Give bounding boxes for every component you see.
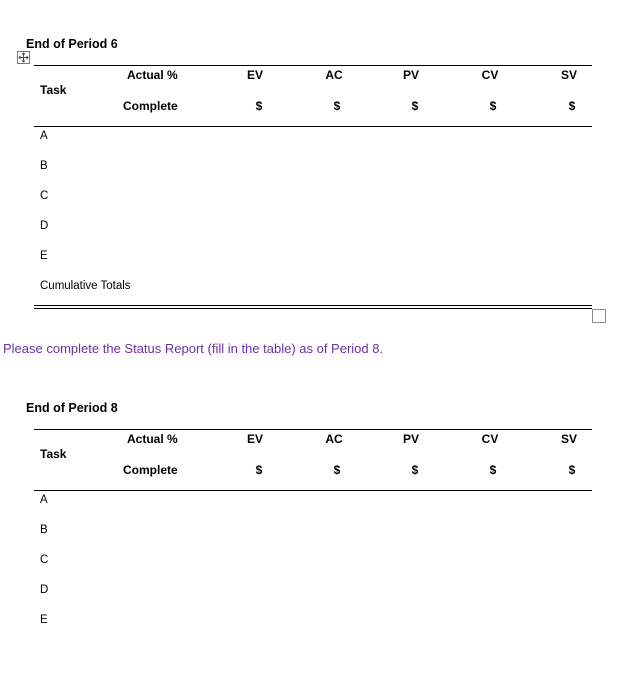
currency-pv: $ bbox=[411, 99, 419, 113]
header-cv[interactable]: CV bbox=[481, 432, 499, 446]
header-pv[interactable]: PV bbox=[402, 68, 420, 82]
currency-cv: $ bbox=[489, 99, 497, 113]
header-sv[interactable]: SV bbox=[560, 432, 578, 446]
header-ev[interactable]: EV bbox=[246, 68, 264, 82]
header-ev[interactable]: EV bbox=[246, 432, 264, 446]
header-complete[interactable]: Complete bbox=[123, 99, 178, 113]
currency-sv: $ bbox=[568, 99, 576, 113]
row-label-c[interactable]: C bbox=[40, 554, 49, 566]
row-label-e[interactable]: E bbox=[40, 614, 48, 626]
table-title: End of Period 8 bbox=[26, 401, 118, 415]
totals-double-rule-bottom bbox=[34, 308, 592, 309]
row-label-b[interactable]: B bbox=[40, 160, 48, 172]
row-label-c[interactable]: C bbox=[40, 190, 49, 202]
header-complete[interactable]: Complete bbox=[123, 463, 178, 477]
header-top-rule bbox=[34, 429, 592, 430]
table-move-handle-icon[interactable] bbox=[17, 51, 30, 64]
currency-ac: $ bbox=[333, 463, 341, 477]
header-pv[interactable]: PV bbox=[402, 432, 420, 446]
currency-ac: $ bbox=[333, 99, 341, 113]
header-actual-percent[interactable]: Actual % bbox=[127, 432, 178, 446]
totals-double-rule-top bbox=[34, 305, 592, 306]
header-bottom-rule bbox=[34, 490, 592, 491]
header-task[interactable]: Task bbox=[40, 447, 67, 461]
currency-pv: $ bbox=[411, 463, 419, 477]
row-label-e[interactable]: E bbox=[40, 250, 48, 262]
row-label-d[interactable]: D bbox=[40, 584, 49, 596]
currency-sv: $ bbox=[568, 463, 576, 477]
row-label-d[interactable]: D bbox=[40, 220, 49, 232]
instruction-text: Please complete the Status Report (fill in the table) as of Period 8. bbox=[3, 341, 384, 356]
row-label-b[interactable]: B bbox=[40, 524, 48, 536]
header-sv[interactable]: SV bbox=[560, 68, 578, 82]
header-bottom-rule bbox=[34, 126, 592, 127]
currency-ev: $ bbox=[255, 463, 263, 477]
table-resize-handle-icon[interactable] bbox=[592, 309, 606, 323]
table-title: End of Period 6 bbox=[26, 37, 118, 51]
header-ac[interactable]: AC bbox=[325, 68, 343, 82]
header-top-rule bbox=[34, 65, 592, 66]
currency-ev: $ bbox=[255, 99, 263, 113]
row-label-a[interactable]: A bbox=[40, 130, 48, 142]
cumulative-totals-label[interactable]: Cumulative Totals bbox=[40, 280, 131, 292]
header-ac[interactable]: AC bbox=[325, 432, 343, 446]
header-actual-percent[interactable]: Actual % bbox=[127, 68, 178, 82]
row-label-a[interactable]: A bbox=[40, 494, 48, 506]
header-cv[interactable]: CV bbox=[481, 68, 499, 82]
header-task[interactable]: Task bbox=[40, 83, 67, 97]
currency-cv: $ bbox=[489, 463, 497, 477]
